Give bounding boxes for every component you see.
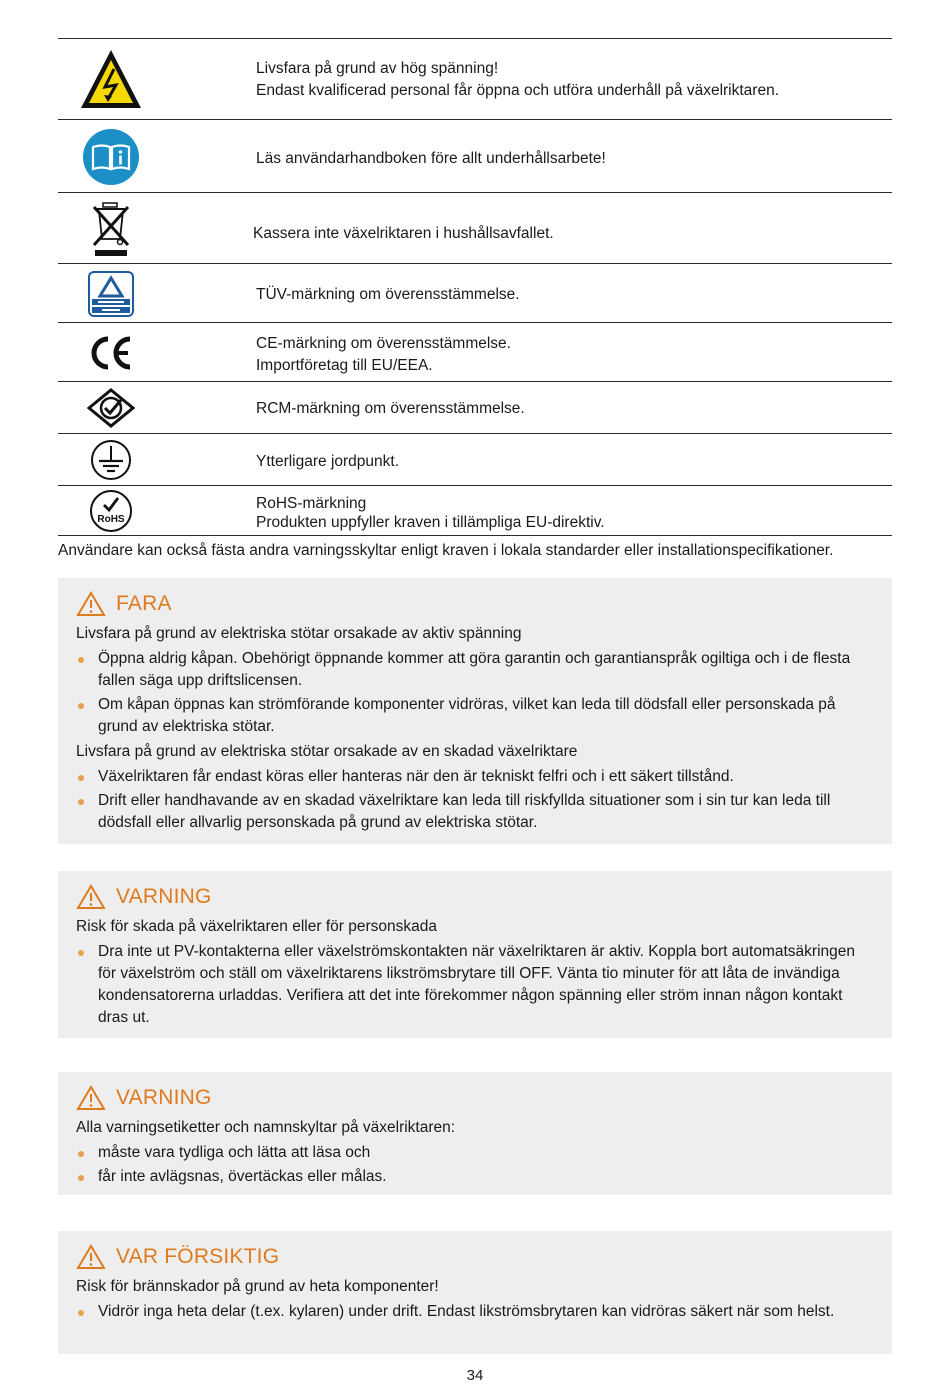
list-item: måste vara tydliga och lätta att läsa och — [76, 1142, 874, 1164]
rcm-mark-icon — [78, 387, 144, 429]
danger-box — [58, 578, 892, 844]
page-number: 34 — [466, 1367, 484, 1384]
symbol-text-line: CE-märkning om överensstämmelse. — [256, 335, 511, 352]
symbol-row — [58, 263, 892, 323]
box-title: FARA — [116, 592, 172, 615]
symbol-row — [58, 322, 892, 382]
list-item: Drift eller handhavande av en skadad växelriktare kan leda till riskfyllda situationer som i sin tur kan leda till dödsfall eller allvarlig personskada på grund av elektriska stötar. — [76, 790, 874, 834]
symbol-row — [58, 485, 892, 536]
symbol-text-line: Ytterligare jordpunkt. — [256, 453, 400, 470]
box-heading: Alla varningsetiketter och namnskyltar på växelriktaren: — [76, 1119, 456, 1136]
symbol-text-line: TÜV-märkning om överensstämmelse. — [256, 286, 520, 303]
list-item: Dra inte ut PV-kontakterna eller växelströmskontakten när växelriktaren är aktiv. Koppla bort automatsäkringen för växelström och ställ om växelriktarens likströmsbrytare till OFF. Vänta tio minuter för att låta de invändiga kondensatorerna urladdas. Verifiera att det inte förekommer någon spänning eller ström innan någon kontakt dras ut. — [76, 941, 874, 1029]
warning-triangle-icon — [76, 1085, 106, 1111]
symbol-row — [58, 38, 892, 120]
crossed-bin-icon — [78, 201, 144, 257]
warning-box — [58, 871, 892, 1038]
list-item: Växelriktaren får endast köras eller hanteras när den är tekniskt felfri och i ett säkert tillstånd. — [76, 766, 874, 788]
symbol-text-line: Endast kvalificerad personal får öppna och utföra underhåll på växelriktaren. — [256, 82, 780, 99]
box-title: VAR FÖRSIKTIG — [116, 1245, 280, 1268]
symbol-text-line: Läs användarhandboken före allt underhållsarbete! — [256, 150, 606, 167]
symbol-row — [58, 192, 892, 264]
symbol-row — [58, 433, 892, 486]
warning-triangle-icon — [76, 1244, 106, 1270]
box-heading: Livsfara på grund av elektriska stötar orsakade av en skadad växelriktare — [76, 743, 578, 760]
list-item: Om kåpan öppnas kan strömförande komponenter vidröras, vilket kan leda till dödsfall eller personskada på grund av elektriska stötar. — [76, 694, 874, 738]
high-voltage-warning-icon — [78, 45, 144, 113]
symbol-text-line: Livsfara på grund av hög spänning! — [256, 60, 499, 77]
rohs-icon-label: RoHS — [97, 514, 125, 525]
box-heading: Risk för brännskador på grund av heta komponenter! — [76, 1278, 439, 1295]
warning-triangle-icon — [76, 884, 106, 910]
symbol-text-line: Produkten uppfyller kraven i tillämpliga EU-direktiv. — [256, 514, 605, 531]
box-title: VARNING — [116, 1086, 212, 1109]
list-item: Vidrör inga heta delar (t.ex. kylaren) under drift. Endast likströmsbrytaren kan vidröras säkert när som helst. — [76, 1301, 874, 1323]
box-heading: Livsfara på grund av elektriska stötar orsakade av aktiv spänning — [76, 625, 522, 642]
symbol-text-line: RoHS-märkning — [256, 495, 367, 512]
box-title: VARNING — [116, 885, 212, 908]
symbol-text-line: Importföretag till EU/EEA. — [256, 357, 433, 374]
list-item: Öppna aldrig kåpan. Obehörigt öppnande kommer att göra garantin och garantianspråk ogiltiga och i de flesta fallen säga upp driftslicensen. — [76, 648, 874, 692]
symbol-row — [58, 119, 892, 193]
rohs-mark-icon — [78, 488, 144, 534]
symbol-row — [58, 381, 892, 434]
caution-box — [58, 1231, 892, 1354]
symbol-text-line: Kassera inte växelriktaren i hushållsavfallet. — [253, 225, 554, 242]
ce-mark-icon — [78, 333, 144, 373]
read-manual-icon — [78, 127, 144, 187]
note-text: Användare kan också fästa andra varningsskyltar enligt kraven i lokala standarder eller installationspecifikationer. — [58, 542, 834, 559]
symbol-text-line: RCM-märkning om överensstämmelse. — [256, 400, 525, 417]
warning-box — [58, 1072, 892, 1195]
box-heading: Risk för skada på växelriktaren eller för personskada — [76, 918, 437, 935]
warning-triangle-icon — [76, 591, 106, 617]
tuv-mark-icon — [78, 270, 144, 318]
list-item: får inte avlägsnas, övertäckas eller målas. — [76, 1166, 874, 1188]
ground-point-icon — [78, 438, 144, 482]
